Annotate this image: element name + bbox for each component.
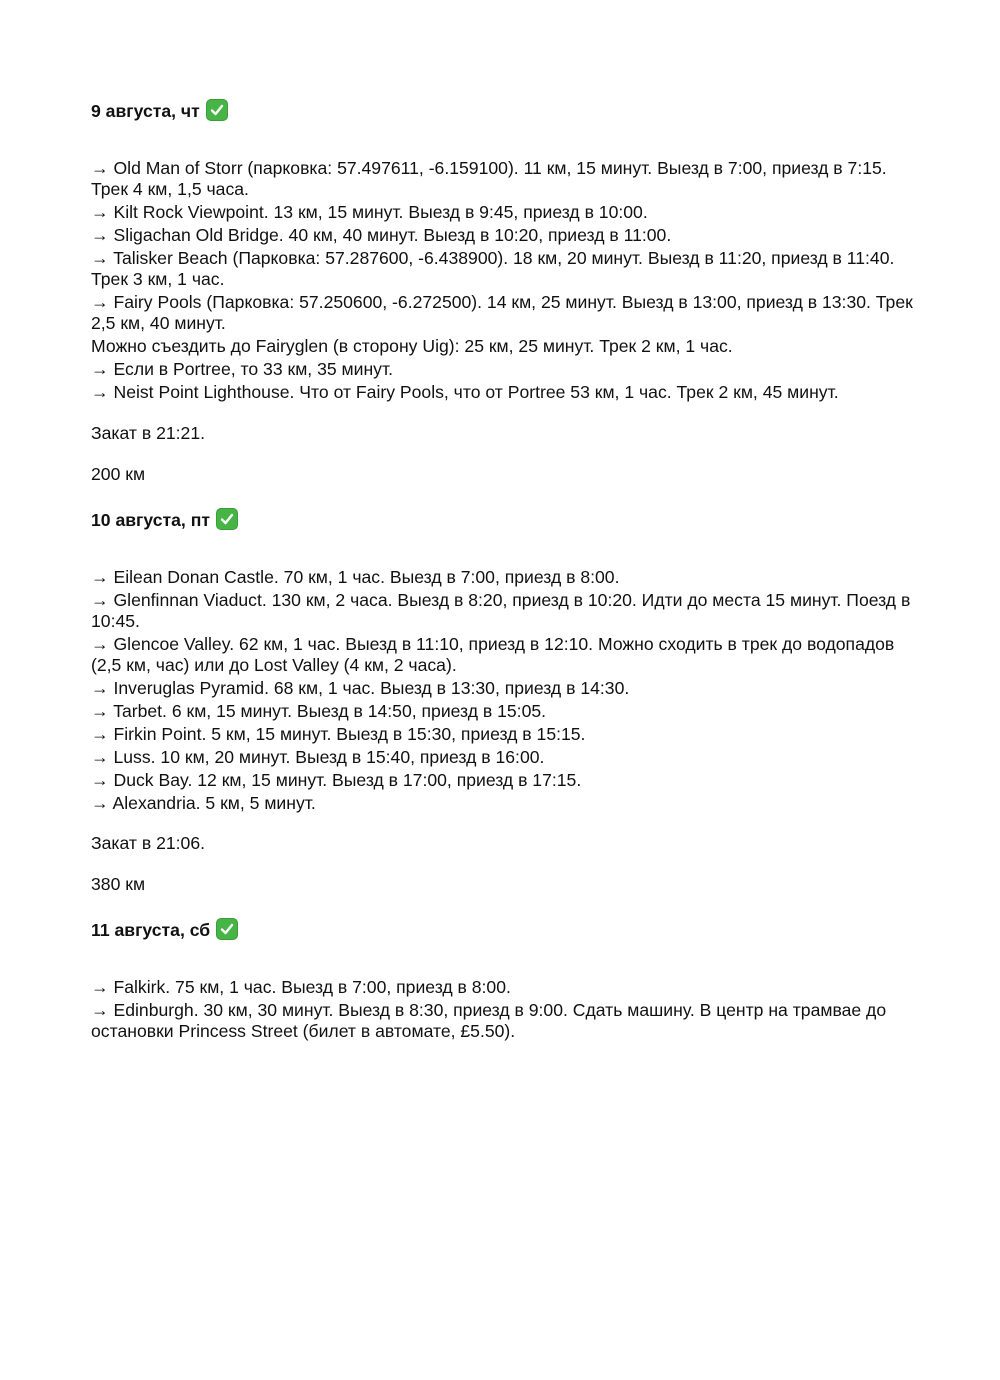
- day-title: 9 августа, чт: [91, 100, 200, 121]
- day-section-aug-11: [91, 915, 917, 1042]
- day-heading: [91, 96, 917, 126]
- route-item: → Kilt Rock Viewpoint. 13 км, 15 минут. Выезд в 9:45, приезд в 10:00.: [91, 202, 648, 222]
- route-list: [91, 977, 917, 1042]
- check-mark-button-icon: [206, 99, 228, 121]
- day-section-aug-9: [91, 96, 917, 485]
- total-distance: 200 км: [91, 464, 146, 484]
- route-item: → Alexandria. 5 км, 5 минут.: [91, 793, 316, 813]
- check-mark-button-icon: [216, 508, 238, 530]
- sunset-time: Закат в 21:06.: [91, 833, 205, 853]
- route-item: → Tarbet. 6 км, 15 минут. Выезд в 14:50, приезд в 15:05.: [91, 701, 547, 721]
- route-item: → Glencoe Valley. 62 км, 1 час. Выезд в 11:10, приезд в 12:10. Можно сходить в трек до водопадов (2,5 км, час) или до Lost Valley (4 км, 2 часа).: [91, 634, 895, 675]
- route-item: → Neist Point Lighthouse. Что от Fairy Pools, что от Portree 53 км, 1 час. Трек 2 км, 45 минут.: [91, 382, 839, 402]
- route-item: → Talisker Beach (Парковка: 57.287600, -6.438900). 18 км, 20 минут. Выезд в 11:20, приезд в 11:40. Трек 3 км, 1 час.: [91, 248, 895, 289]
- route-item: → Firkin Point. 5 км, 15 минут. Выезд в 15:30, приезд в 15:15.: [91, 724, 586, 744]
- day-title: 11 августа, сб: [91, 919, 211, 940]
- route-item: → Duck Bay. 12 км, 15 минут. Выезд в 17:00, приезд в 17:15.: [91, 770, 582, 790]
- route-item: → Luss. 10 км, 20 минут. Выезд в 15:40, приезд в 16:00.: [91, 747, 545, 767]
- day-section-aug-10: [91, 505, 917, 895]
- route-item: → Fairy Pools (Парковка: 57.250600, -6.272500). 14 км, 25 минут. Выезд в 13:00, приезд в 13:30. Трек 2,5 км, 40 минут.: [91, 292, 913, 333]
- sunset-time: Закат в 21:21.: [91, 423, 205, 443]
- route-list: [91, 158, 917, 403]
- day-heading: [91, 505, 917, 535]
- route-item: → Sligachan Old Bridge. 40 км, 40 минут. Выезд в 10:20, приезд в 11:00.: [91, 225, 672, 245]
- day-heading: [91, 915, 917, 945]
- route-item: → Falkirk. 75 км, 1 час. Выезд в 7:00, приезд в 8:00.: [91, 977, 511, 997]
- route-list: [91, 567, 917, 814]
- route-item: → Inveruglas Pyramid. 68 км, 1 час. Выезд в 13:30, приезд в 14:30.: [91, 678, 630, 698]
- itinerary-document: [91, 96, 917, 1044]
- route-item: → Glenfinnan Viaduct. 130 км, 2 часа. Выезд в 8:20, приезд в 10:20. Идти до места 15 минут. Поезд в 10:45.: [91, 590, 911, 631]
- day-title: 10 августа, пт: [91, 509, 210, 530]
- total-distance: 380 км: [91, 874, 146, 894]
- route-item: → Old Man of Storr (парковка: 57.497611, -6.159100). 11 км, 15 минут. Выезд в 7:00, приезд в 7:15. Трек 4 км, 1,5 часа.: [91, 158, 887, 199]
- route-item: → Если в Portree, то 33 км, 35 минут.: [91, 359, 393, 379]
- route-item: → Eilean Donan Castle. 70 км, 1 час. Выезд в 7:00, приезд в 8:00.: [91, 567, 620, 587]
- route-note: Можно съездить до Fairyglen (в сторону Uig): 25 км, 25 минут. Трек 2 км, 1 час.: [91, 336, 733, 356]
- check-mark-button-icon: [216, 918, 238, 940]
- route-item: → Edinburgh. 30 км, 30 минут. Выезд в 8:30, приезд в 9:00. Сдать машину. В центр на трамвае до остановки Princess Street (билет в автомате, £5.50).: [91, 1000, 887, 1041]
